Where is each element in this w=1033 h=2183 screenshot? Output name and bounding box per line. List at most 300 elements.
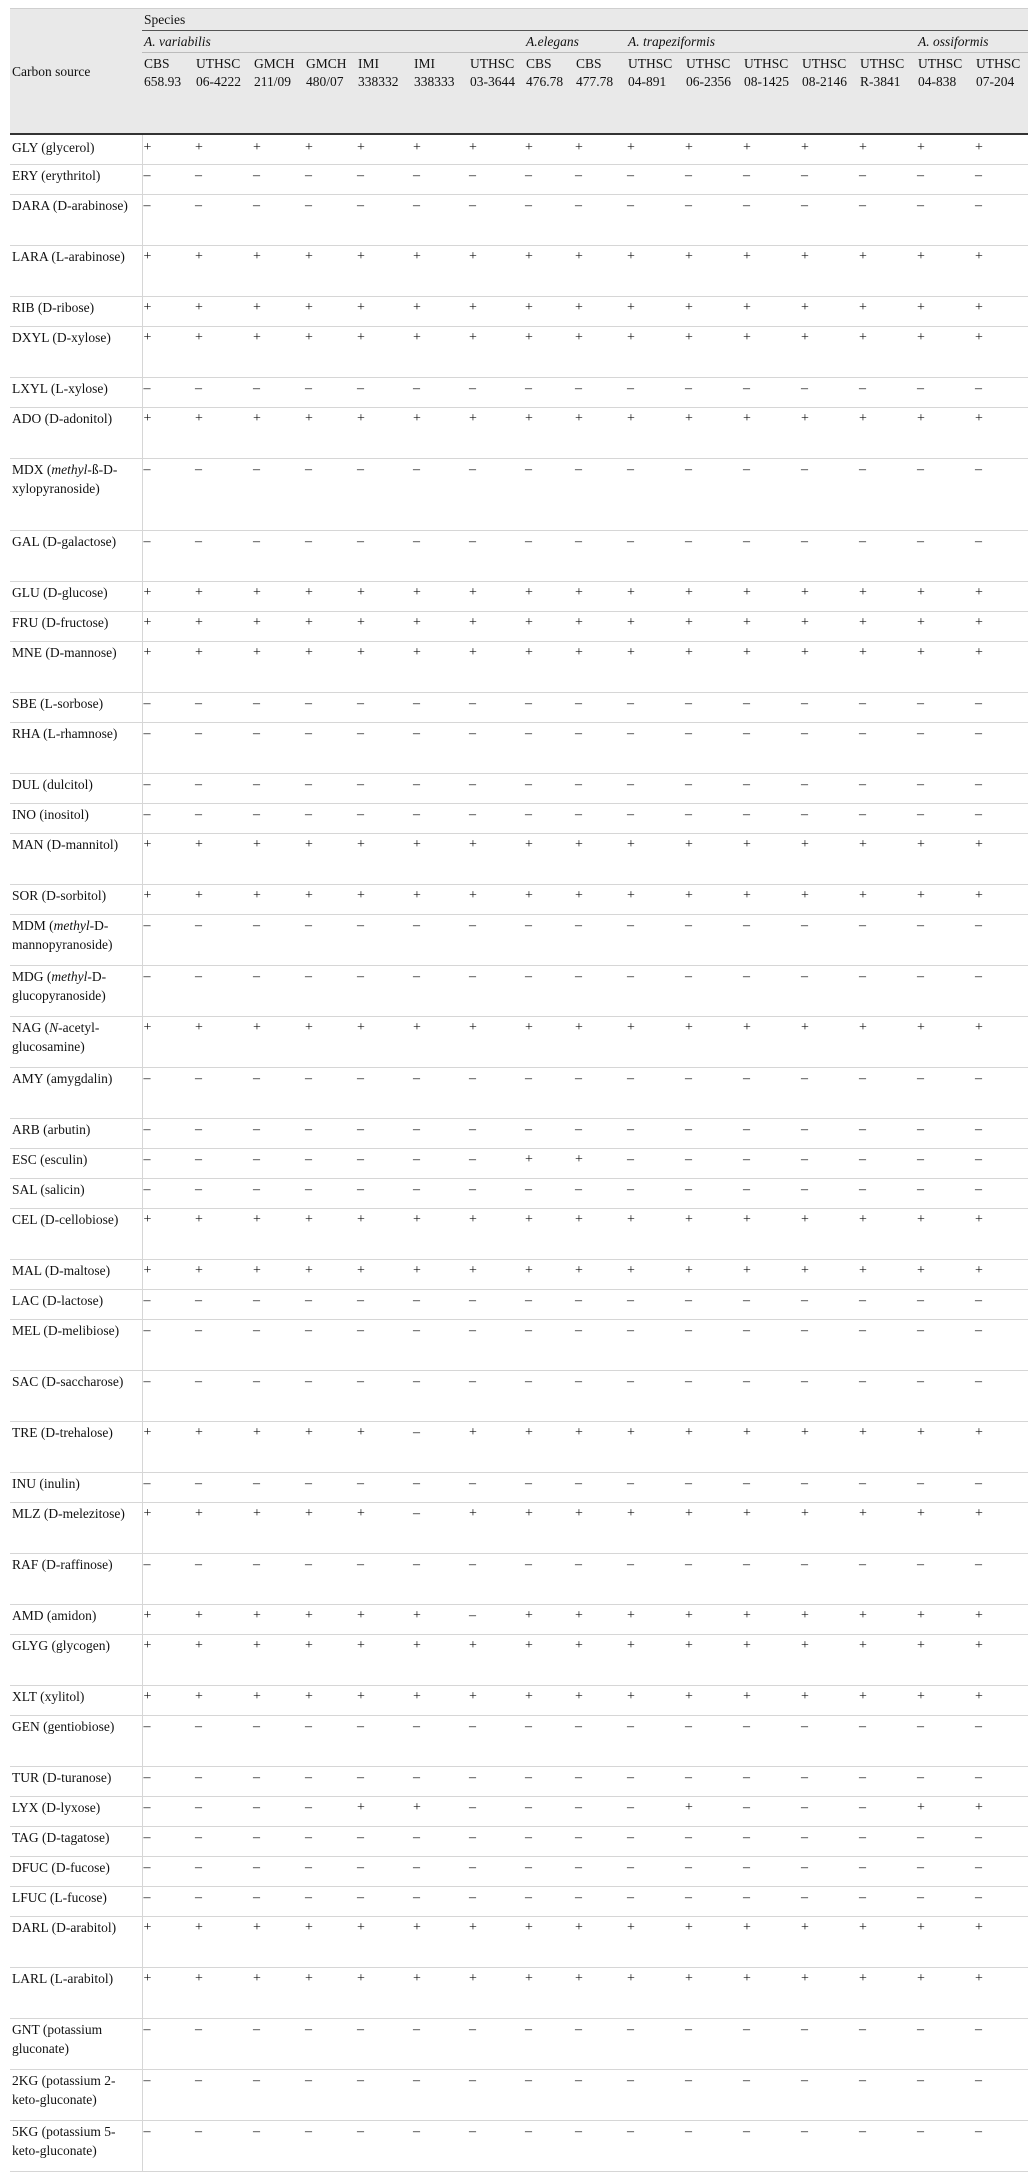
negative-result-cell: – [858,530,916,581]
positive-result-cell: + [916,1421,974,1472]
negative-result-cell: – [468,1886,524,1916]
negative-result-cell: – [194,1178,252,1208]
positive-result-cell: + [356,1208,412,1259]
negative-result-cell: – [356,1715,412,1766]
positive-result-cell: + [142,1259,194,1289]
positive-result-cell: + [194,641,252,692]
negative-result-cell: – [412,722,468,773]
negative-result-cell: – [194,965,252,1016]
carbon-source-cell: LARL (L-arabitol) [10,1967,142,2018]
negative-result-cell: – [412,2120,468,2171]
positive-result-cell: + [916,1685,974,1715]
positive-result-cell: + [524,1016,574,1067]
table-row [10,530,1028,581]
positive-result-cell: + [412,1208,468,1259]
positive-result-cell: + [412,407,468,458]
negative-result-cell: – [858,194,916,245]
negative-result-cell: – [468,1289,524,1319]
negative-result-cell: – [742,1856,800,1886]
positive-result-cell: + [574,1148,626,1178]
negative-result-cell: – [252,773,304,803]
negative-result-cell: – [626,1067,684,1118]
negative-result-cell: – [974,1472,1028,1502]
positive-result-cell: + [574,245,626,296]
carbon-source-cell: GNT (potassium gluconate) [10,2018,142,2069]
negative-result-cell: – [916,1826,974,1856]
positive-result-cell: + [974,1604,1028,1634]
negative-result-cell: – [916,164,974,194]
positive-result-cell: + [468,1967,524,2018]
positive-result-cell: + [742,407,800,458]
positive-result-cell: + [252,1634,304,1685]
positive-result-cell: + [742,884,800,914]
negative-result-cell: – [524,458,574,530]
negative-result-cell: – [974,194,1028,245]
negative-result-cell: – [356,2120,412,2171]
negative-result-cell: – [684,1118,742,1148]
strain-row [10,53,1028,135]
table-row [10,1685,1028,1715]
negative-result-cell: – [468,1796,524,1826]
positive-result-cell: + [142,581,194,611]
negative-result-cell: – [858,164,916,194]
positive-result-cell: + [252,1967,304,2018]
negative-result-cell: – [684,1067,742,1118]
positive-result-cell: + [304,245,356,296]
negative-result-cell: – [974,458,1028,530]
negative-result-cell: – [252,965,304,1016]
table-row [10,458,1028,530]
strain-header: GMCH 480/07 [304,53,356,135]
negative-result-cell: – [574,2120,626,2171]
negative-result-cell: – [524,803,574,833]
negative-result-cell: – [356,965,412,1016]
negative-result-cell: – [468,1856,524,1886]
negative-result-cell: – [356,1370,412,1421]
positive-result-cell: + [742,1259,800,1289]
positive-result-cell: + [304,611,356,641]
species-group-header: A. variabilis [142,31,524,53]
negative-result-cell: – [974,1715,1028,1766]
table-row [10,1370,1028,1421]
negative-result-cell: – [412,164,468,194]
carbon-source-cell: CEL (D-cellobiose) [10,1208,142,1259]
negative-result-cell: – [142,194,194,245]
strain-header: CBS 477.78 [574,53,626,135]
negative-result-cell: – [800,377,858,407]
negative-result-cell: – [304,1178,356,1208]
positive-result-cell: + [800,1259,858,1289]
negative-result-cell: – [252,1148,304,1178]
positive-result-cell: + [524,641,574,692]
positive-result-cell: + [304,296,356,326]
negative-result-cell: – [684,1826,742,1856]
negative-result-cell: – [356,1472,412,1502]
negative-result-cell: – [412,1715,468,1766]
negative-result-cell: – [916,722,974,773]
negative-result-cell: – [916,1148,974,1178]
positive-result-cell: + [684,884,742,914]
positive-result-cell: + [412,1634,468,1685]
positive-result-cell: + [412,1259,468,1289]
positive-result-cell: + [916,326,974,377]
positive-result-cell: + [524,296,574,326]
species-group-header: A. trapeziformis [626,31,916,53]
negative-result-cell: – [524,1067,574,1118]
negative-result-cell: – [800,1118,858,1148]
negative-result-cell: – [142,1553,194,1604]
negative-result-cell: – [194,1472,252,1502]
carbon-source-cell: AMY (amygdalin) [10,1067,142,1118]
table-row [10,1634,1028,1685]
positive-result-cell: + [742,1916,800,1967]
negative-result-cell: – [356,530,412,581]
positive-result-cell: + [858,1916,916,1967]
positive-result-cell: + [684,581,742,611]
negative-result-cell: – [626,1319,684,1370]
negative-result-cell: – [412,1118,468,1148]
negative-result-cell: – [574,2018,626,2069]
negative-result-cell: – [684,1289,742,1319]
negative-result-cell: – [412,1502,468,1553]
positive-result-cell: + [356,326,412,377]
positive-result-cell: + [524,1421,574,1472]
negative-result-cell: – [800,530,858,581]
negative-result-cell: – [412,1826,468,1856]
carbon-source-cell: FRU (D-fructose) [10,611,142,641]
positive-result-cell: + [304,326,356,377]
carbon-source-cell: TAG (D-tagatose) [10,1826,142,1856]
positive-result-cell: + [142,833,194,884]
negative-result-cell: – [252,1178,304,1208]
negative-result-cell: – [916,530,974,581]
positive-result-cell: + [412,134,468,164]
negative-result-cell: – [412,914,468,965]
negative-result-cell: – [524,914,574,965]
negative-result-cell: – [626,773,684,803]
negative-result-cell: – [142,1715,194,1766]
negative-result-cell: – [742,377,800,407]
positive-result-cell: + [468,1916,524,1967]
species-group-header: A.elegans [524,31,626,53]
carbon-source-cell: ERY (erythritol) [10,164,142,194]
negative-result-cell: – [252,1796,304,1826]
negative-result-cell: – [742,773,800,803]
negative-result-cell: – [742,1067,800,1118]
table-row [10,1421,1028,1472]
negative-result-cell: – [194,1826,252,1856]
negative-result-cell: – [524,2120,574,2171]
positive-result-cell: + [252,1502,304,1553]
negative-result-cell: – [858,2120,916,2171]
positive-result-cell: + [626,1016,684,1067]
negative-result-cell: – [916,1553,974,1604]
positive-result-cell: + [684,833,742,884]
table-body [10,134,1028,2171]
negative-result-cell: – [194,722,252,773]
negative-result-cell: – [304,1148,356,1178]
negative-result-cell: – [252,194,304,245]
positive-result-cell: + [412,611,468,641]
positive-result-cell: + [574,407,626,458]
negative-result-cell: – [858,1370,916,1421]
negative-result-cell: – [142,1796,194,1826]
negative-result-cell: – [974,1886,1028,1916]
negative-result-cell: – [916,1370,974,1421]
positive-result-cell: + [800,1502,858,1553]
negative-result-cell: – [524,1715,574,1766]
negative-result-cell: – [412,965,468,1016]
positive-result-cell: + [356,134,412,164]
negative-result-cell: – [194,1370,252,1421]
positive-result-cell: + [684,1967,742,2018]
positive-result-cell: + [412,1796,468,1826]
negative-result-cell: – [858,803,916,833]
positive-result-cell: + [974,884,1028,914]
positive-result-cell: + [142,884,194,914]
strain-header: UTHSC 04-838 [916,53,974,135]
negative-result-cell: – [412,692,468,722]
negative-result-cell: – [800,1796,858,1826]
positive-result-cell: + [356,1967,412,2018]
positive-result-cell: + [684,245,742,296]
positive-result-cell: + [524,326,574,377]
positive-result-cell: + [574,296,626,326]
positive-result-cell: + [916,296,974,326]
table-row [10,2069,1028,2120]
carbon-source-cell: GAL (D-galactose) [10,530,142,581]
positive-result-cell: + [412,326,468,377]
positive-result-cell: + [974,1634,1028,1685]
positive-result-cell: + [142,1604,194,1634]
negative-result-cell: – [412,1472,468,1502]
negative-result-cell: – [468,1472,524,1502]
negative-result-cell: – [574,1319,626,1370]
positive-result-cell: + [142,1685,194,1715]
positive-result-cell: + [916,581,974,611]
strain-header: CBS 476.78 [524,53,574,135]
positive-result-cell: + [304,1634,356,1685]
negative-result-cell: – [916,1178,974,1208]
negative-result-cell: – [252,1067,304,1118]
negative-result-cell: – [800,1148,858,1178]
negative-result-cell: – [800,2018,858,2069]
negative-result-cell: – [142,1118,194,1148]
negative-result-cell: – [304,377,356,407]
negative-result-cell: – [574,164,626,194]
negative-result-cell: – [858,692,916,722]
carbon-source-cell: MNE (D-mannose) [10,641,142,692]
positive-result-cell: + [252,1208,304,1259]
negative-result-cell: – [742,530,800,581]
negative-result-cell: – [858,722,916,773]
positive-result-cell: + [574,1604,626,1634]
positive-result-cell: + [626,326,684,377]
positive-result-cell: + [356,1685,412,1715]
negative-result-cell: – [626,1289,684,1319]
positive-result-cell: + [356,1604,412,1634]
positive-result-cell: + [858,245,916,296]
table-row [10,2120,1028,2171]
carbon-source-cell: XLT (xylitol) [10,1685,142,1715]
negative-result-cell: – [626,1370,684,1421]
negative-result-cell: – [684,1319,742,1370]
negative-result-cell: – [142,1826,194,1856]
positive-result-cell: + [412,641,468,692]
negative-result-cell: – [252,1766,304,1796]
positive-result-cell: + [304,1016,356,1067]
positive-result-cell: + [194,1634,252,1685]
negative-result-cell: – [468,458,524,530]
negative-result-cell: – [468,1370,524,1421]
positive-result-cell: + [858,407,916,458]
negative-result-cell: – [916,2018,974,2069]
positive-result-cell: + [142,296,194,326]
positive-result-cell: + [468,1421,524,1472]
negative-result-cell: – [742,164,800,194]
positive-result-cell: + [412,1967,468,2018]
negative-result-cell: – [858,965,916,1016]
table-row [10,407,1028,458]
negative-result-cell: – [356,2069,412,2120]
table-row [10,1916,1028,1967]
positive-result-cell: + [800,641,858,692]
negative-result-cell: – [858,773,916,803]
negative-result-cell: – [742,2018,800,2069]
negative-result-cell: – [412,1421,468,1472]
positive-result-cell: + [742,581,800,611]
negative-result-cell: – [304,1826,356,1856]
positive-result-cell: + [626,641,684,692]
positive-result-cell: + [916,1208,974,1259]
negative-result-cell: – [684,773,742,803]
positive-result-cell: + [800,611,858,641]
positive-result-cell: + [916,1796,974,1826]
negative-result-cell: – [468,1319,524,1370]
negative-result-cell: – [468,722,524,773]
negative-result-cell: – [974,914,1028,965]
positive-result-cell: + [742,1634,800,1685]
carbon-source-cell: TRE (D-trehalose) [10,1421,142,1472]
positive-result-cell: + [356,1259,412,1289]
positive-result-cell: + [974,296,1028,326]
negative-result-cell: – [412,194,468,245]
positive-result-cell: + [194,1604,252,1634]
positive-result-cell: + [858,1967,916,2018]
positive-result-cell: + [974,641,1028,692]
negative-result-cell: – [524,722,574,773]
negative-result-cell: – [742,2069,800,2120]
negative-result-cell: – [800,914,858,965]
positive-result-cell: + [194,1685,252,1715]
carbon-source-cell: DUL (dulcitol) [10,773,142,803]
positive-result-cell: + [800,1916,858,1967]
negative-result-cell: – [142,1370,194,1421]
negative-result-cell: – [626,2120,684,2171]
negative-result-cell: – [304,194,356,245]
negative-result-cell: – [742,458,800,530]
positive-result-cell: + [626,1916,684,1967]
positive-result-cell: + [142,134,194,164]
negative-result-cell: – [194,2018,252,2069]
negative-result-cell: – [304,722,356,773]
strain-header: GMCH 211/09 [252,53,304,135]
negative-result-cell: – [252,1319,304,1370]
negative-result-cell: – [194,2069,252,2120]
negative-result-cell: – [974,773,1028,803]
negative-result-cell: – [252,164,304,194]
negative-result-cell: – [574,965,626,1016]
positive-result-cell: + [142,641,194,692]
positive-result-cell: + [684,407,742,458]
positive-result-cell: + [142,1421,194,1472]
negative-result-cell: – [800,1766,858,1796]
negative-result-cell: – [858,1118,916,1148]
positive-result-cell: + [356,1796,412,1826]
carbon-source-cell: RHA (L-rhamnose) [10,722,142,773]
negative-result-cell: – [626,1826,684,1856]
positive-result-cell: + [194,581,252,611]
table-row [10,641,1028,692]
positive-result-cell: + [684,296,742,326]
positive-result-cell: + [194,611,252,641]
negative-result-cell: – [194,773,252,803]
positive-result-cell: + [356,833,412,884]
negative-result-cell: – [252,1118,304,1148]
negative-result-cell: – [974,1067,1028,1118]
negative-result-cell: – [194,1148,252,1178]
negative-result-cell: – [626,722,684,773]
positive-result-cell: + [858,1634,916,1685]
negative-result-cell: – [468,1604,524,1634]
carbon-source-cell: INU (inulin) [10,1472,142,1502]
positive-result-cell: + [574,884,626,914]
positive-result-cell: + [800,884,858,914]
negative-result-cell: – [304,164,356,194]
negative-result-cell: – [974,1370,1028,1421]
negative-result-cell: – [742,1886,800,1916]
positive-result-cell: + [800,1016,858,1067]
positive-result-cell: + [468,134,524,164]
negative-result-cell: – [742,965,800,1016]
negative-result-cell: – [800,1319,858,1370]
negative-result-cell: – [142,2069,194,2120]
negative-result-cell: – [684,1370,742,1421]
table-row [10,1967,1028,2018]
positive-result-cell: + [252,1259,304,1289]
table-row [10,722,1028,773]
positive-result-cell: + [742,641,800,692]
table-row [10,194,1028,245]
negative-result-cell: – [626,2018,684,2069]
positive-result-cell: + [412,1685,468,1715]
negative-result-cell: – [574,1472,626,1502]
positive-result-cell: + [304,1208,356,1259]
negative-result-cell: – [142,1766,194,1796]
negative-result-cell: – [574,194,626,245]
negative-result-cell: – [800,1067,858,1118]
negative-result-cell: – [626,1472,684,1502]
positive-result-cell: + [142,1916,194,1967]
negative-result-cell: – [468,1553,524,1604]
negative-result-cell: – [916,692,974,722]
negative-result-cell: – [142,803,194,833]
positive-result-cell: + [684,1685,742,1715]
negative-result-cell: – [916,1067,974,1118]
table-row [10,1766,1028,1796]
negative-result-cell: – [858,1766,916,1796]
negative-result-cell: – [742,1148,800,1178]
